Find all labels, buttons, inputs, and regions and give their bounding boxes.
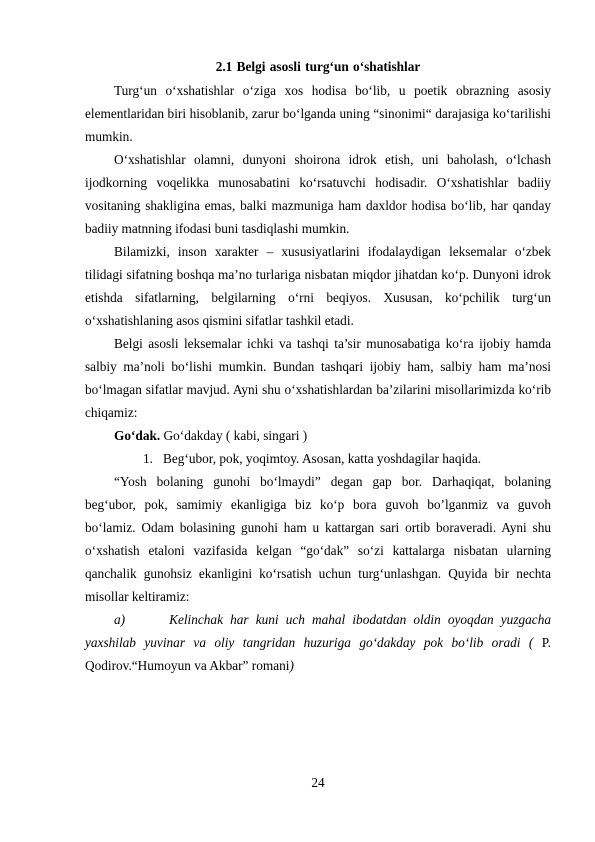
paragraph-3: Bilamizki, inson xarakter – xususiyatlarini ifodalaydigan leksemalar o‘zbek tilidagi sifatning boshqa ma’no turlariga nisbatan miqdor jihatdan ko‘p. Dunyoni idrok etishda sifatlarning, belgilarning o‘rni beqiyos. Xususan, ko‘pchilik turg‘un o‘xshatishlaning asos qismini sifatlar tashkil etadi. bbox=[85, 244, 551, 328]
term-definition: Go‘dakday ( kabi, singari ) bbox=[160, 428, 308, 443]
page-number: 24 bbox=[311, 775, 325, 790]
paragraph-4: Belgi asosli leksemalar ichki va tashqi ta’sir munosabatiga ko‘ra ijobiy hamda salbiy ma’noli bo‘lishi mumkin. Bundan tashqari ijobiy ham, salbiy ham ma’nosi bo‘lmagan sifatlar mavjud. Ayni shu o‘xshatishlardan ba’zilarini misollarimizda ko‘rib chiqamiz: bbox=[85, 336, 551, 420]
section-heading: 2.1 Belgi asosli turg‘un o‘shatishlar bbox=[215, 59, 421, 74]
term-entry bbox=[85, 424, 551, 447]
example-quote bbox=[85, 608, 551, 677]
item-number: 1. bbox=[143, 451, 153, 466]
paragraph-1: Turg‘un o‘xshatishlar o‘ziga xos hodisa bo‘lib, u poetik obrazning asosiy elementlaridan biri hisoblanib, zarur bo‘lganda uning “sinonimi“ darajasiga ko‘tarilishi mumkin. bbox=[85, 83, 551, 144]
paragraph-2: O‘xshatishlar olamni, dunyoni shoirona idrok etish, uni baholash, o‘lchash ijodkorning voqelikka munosabatini ko‘rsatuvchi hodisadir. O‘xshatishlar badiiy vositaning shakligina emas, balki mazmuniga ham daxldor hodisa bo‘lib, har qanday badiiy matnning ifodasi buni tasdiqlashi mumkin. bbox=[85, 152, 551, 236]
example-closing: ) bbox=[289, 658, 294, 673]
example-source: P. Qodirov.“Humoyun va Akbar” romani bbox=[85, 635, 551, 673]
example-label: a) bbox=[114, 612, 126, 627]
paragraph-5: “Yosh bolaning gunohi bo‘lmaydi” degan gap bor. Darhaqiqat, bolaning beg‘ubor, pok, samimiy ekanligiga biz ko‘p bora guvoh bo’lganmiz va guvoh bo‘lamiz. Odam bolasining gunohi ham u kattargan sari ortib boraveradi. Ayni shu o‘xshatish etaloni vazifasida kelgan “go‘dak” so‘zi kattalarga nisbatan ularning qanchalik gunohsiz ekanligini ko‘rsatish uchun turg‘unlashgan. Quyida bir nechta misollar keltiramiz: bbox=[85, 474, 551, 604]
example-text: Kelinchak har kuni uch mahal ibodatdan oldin oyoqdan yuzgacha yaxshilab yuvinar va oliy tangridan huzuriga go‘dakday pok bo‘lib oradi ( bbox=[85, 612, 551, 650]
numbered-item bbox=[85, 447, 551, 470]
term-word: Go‘dak. bbox=[114, 428, 161, 443]
body-text bbox=[85, 79, 551, 677]
item-text: Beg‘ubor, pok, yoqimtoy. Asosan, katta yoshdagilar haqida. bbox=[163, 451, 482, 466]
